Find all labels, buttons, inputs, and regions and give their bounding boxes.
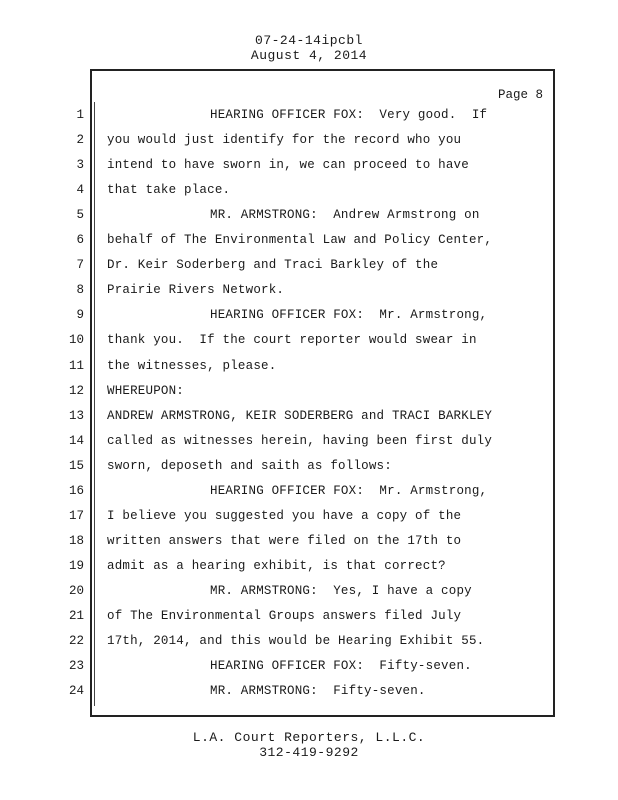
transcript-line: admit as a hearing exhibit, is that correct? [107,559,446,573]
line-number: 5 [76,208,84,222]
document-id: 07-24-14ipcbl [255,33,363,48]
line-number: 1 [76,108,84,122]
reporter-name: L.A. Court Reporters, L.L.C. [192,730,426,745]
transcript-line: called as witnesses herein, having been first duly [107,434,493,448]
line-number: 19 [68,559,84,573]
transcript-line: HEARING OFFICER FOX: Mr. Armstrong, [210,308,488,322]
transcript-line: that take place. [107,183,231,197]
line-number: 7 [76,258,84,272]
line-number: 20 [68,584,84,598]
transcript-line: HEARING OFFICER FOX: Very good. If [210,108,488,122]
line-number: 21 [68,609,84,623]
transcript-line: the witnesses, please. [107,359,277,373]
line-number: 9 [76,308,84,322]
line-number: 6 [76,233,84,247]
transcript-line: Dr. Keir Soderberg and Traci Barkley of the [107,258,439,272]
transcript-line: ANDREW ARMSTRONG, KEIR SODERBERG and TRACI BARKLEY [107,409,493,423]
transcript-line: Prairie Rivers Network. [107,283,285,297]
line-number: 22 [68,634,84,648]
transcript-line: MR. ARMSTRONG: Andrew Armstrong on [210,208,480,222]
line-number: 23 [68,659,84,673]
transcript-line: MR. ARMSTRONG: Yes, I have a copy [210,584,472,598]
line-number: 8 [76,283,84,297]
transcript-line: HEARING OFFICER FOX: Mr. Armstrong, [210,484,488,498]
line-number: 10 [68,333,84,347]
line-number: 3 [76,158,84,172]
line-number: 15 [68,459,84,473]
page-number: Page 8 [497,88,543,102]
line-number: 24 [68,684,84,698]
transcript-line: you would just identify for the record who you [107,133,462,147]
line-number: 14 [68,434,84,448]
reporter-phone: 312-419-9292 [259,745,359,760]
line-number: 4 [76,183,84,197]
transcript-line: thank you. If the court reporter would swear in [107,333,477,347]
transcript-line: MR. ARMSTRONG: Fifty-seven. [210,684,426,698]
line-number: 16 [68,484,84,498]
transcript-line: written answers that were filed on the 17th to [107,534,462,548]
transcript-line: WHEREUPON: [107,384,185,398]
line-number: 11 [68,359,84,373]
line-number: 17 [68,509,84,523]
transcript-line: of The Environmental Groups answers filed July [107,609,462,623]
line-number: 12 [68,384,84,398]
transcript-line: intend to have sworn in, we can proceed to have [107,158,469,172]
transcript-line: 17th, 2014, and this would be Hearing Exhibit 55. [107,634,485,648]
line-number: 18 [68,534,84,548]
transcript-line: HEARING OFFICER FOX: Fifty-seven. [210,659,472,673]
document-date: August 4, 2014 [250,48,368,63]
margin-rule [94,102,95,706]
line-number: 2 [76,133,84,147]
transcript-line: I believe you suggested you have a copy of the [107,509,462,523]
line-number: 13 [68,409,84,423]
transcript-line: sworn, deposeth and saith as follows: [107,459,392,473]
transcript-line: behalf of The Environmental Law and Policy Center, [107,233,493,247]
